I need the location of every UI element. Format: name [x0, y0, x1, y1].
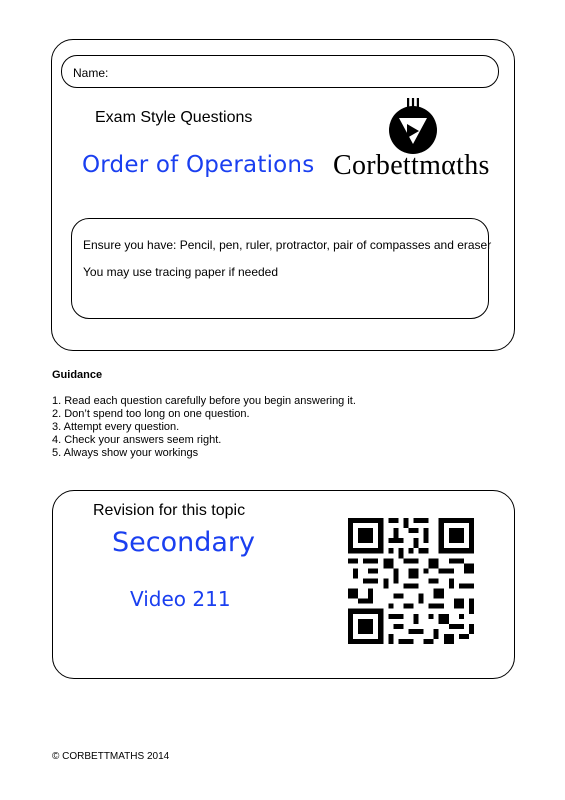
revision-heading: Revision for this topic [93, 502, 246, 519]
guidance-item: 2. Don’t spend too long on one question. [52, 408, 250, 420]
copyright-notice: © CORBETTMATHS 2014 [52, 751, 170, 762]
qr-code-icon[interactable] [348, 518, 474, 644]
equipment-box [71, 218, 492, 319]
name-field[interactable] [61, 55, 499, 88]
guidance-list [52, 395, 356, 460]
corbettmaths-logo-text: Corbettmαths [333, 150, 490, 181]
level-link[interactable]: Secondary [112, 527, 255, 558]
guidance-item: 3. Attempt every question. [52, 421, 180, 433]
name-label: Name: [73, 66, 109, 80]
guidance-heading: Guidance [52, 369, 103, 381]
video-link[interactable]: Video 211 [130, 587, 231, 611]
equipment-line-2: You may use tracing paper if needed [83, 265, 279, 279]
equipment-line-1: Ensure you have: Pencil, pen, ruler, protractor, pair of compasses and eraser [83, 238, 492, 252]
corbettmaths-logo-icon [385, 98, 441, 154]
guidance-item: 1. Read each question carefully before you begin answering it. [52, 395, 356, 407]
exam-style-heading: Exam Style Questions [95, 109, 253, 126]
topic-title: Order of Operations [82, 152, 315, 178]
guidance-item: 4. Check your answers seem right. [52, 434, 222, 446]
guidance-item: 5. Always show your workings [52, 447, 199, 459]
